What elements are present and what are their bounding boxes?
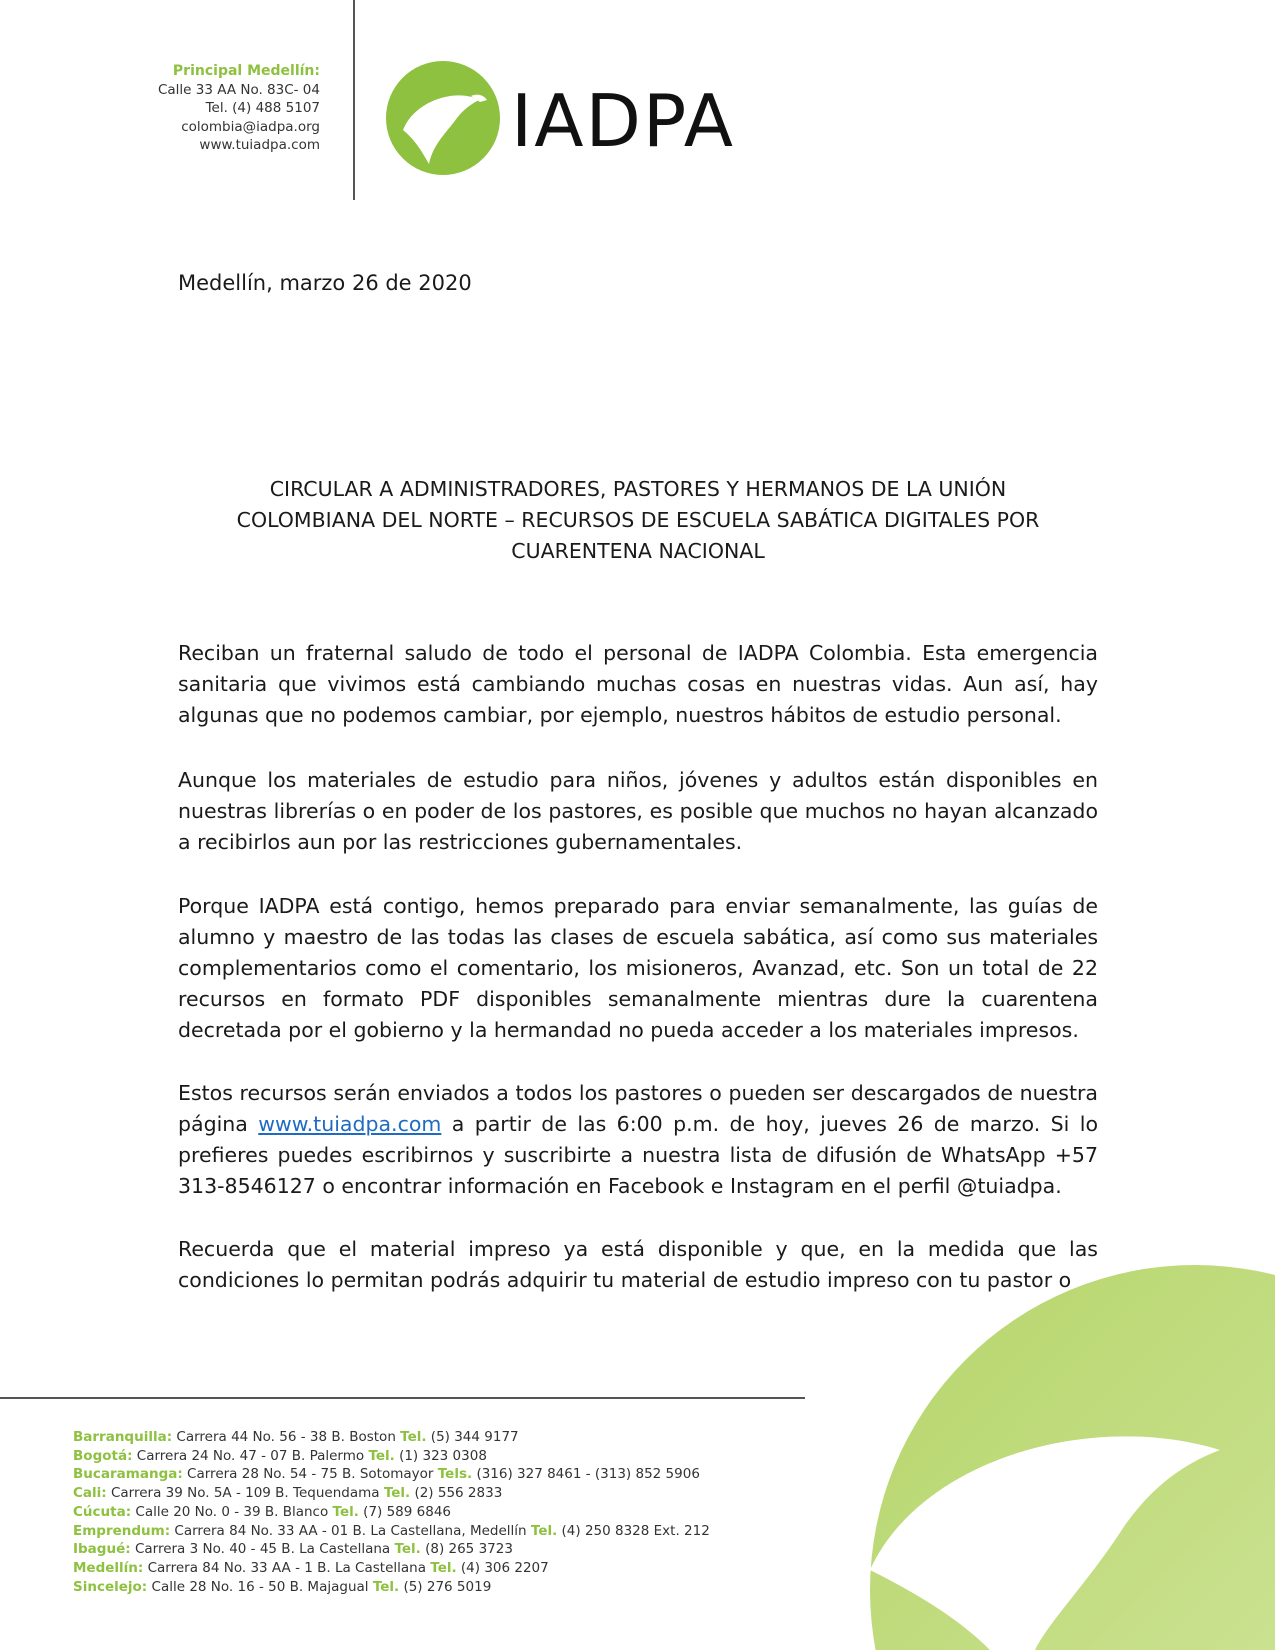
- office-tel-label: Tel.: [400, 1429, 427, 1445]
- office-city: Bogotá:: [73, 1447, 133, 1464]
- hq-title: Principal Medellín:: [172, 63, 320, 79]
- office-city: Ibagué:: [73, 1541, 131, 1558]
- office-address: Calle 28 No. 16 - 50 B. Majagual: [151, 1578, 369, 1595]
- download-text-after: a partir de las 6:00 p.m. de hoy, jueves 26 de marzo. Si lo prefieres puedes escribirnos y suscribirte a nuestra lista de difusión de WhatsApp +57 313-8546127 o encontrar información en Facebook e Instagram en el perfil @tuiadpa.: [178, 1112, 1098, 1198]
- office-address: Carrera 24 No. 47 - 07 B. Palermo: [136, 1447, 365, 1464]
- office-address: Carrera 3 No. 40 - 45 B. La Castellana: [134, 1541, 391, 1558]
- office-item: [73, 1522, 710, 1541]
- office-city: Medellín:: [73, 1559, 144, 1576]
- office-address: Carrera 28 No. 54 - 75 B. Sotomayor: [187, 1466, 434, 1483]
- office-city: Cúcuta:: [73, 1503, 132, 1520]
- office-tel-label: Tel.: [530, 1522, 558, 1539]
- hq-email: colombia@iadpa.org: [181, 118, 320, 135]
- office-city: Barranquilla:: [73, 1429, 173, 1445]
- paragraph-greeting: Reciban un fraternal saludo de todo el personal de IADPA Colombia. Esta emergencia sanitaria que vivimos está cambiando muchas cosas en nuestras vidas. Aun así, hay algunas que no podemos cambiar, por ejemplo, nuestros hábitos de estudio personal.: [178, 641, 1098, 727]
- header-divider: [353, 0, 355, 200]
- title-line: CUARENTENA NACIONAL: [511, 539, 765, 563]
- office-tel-label: Tel.: [394, 1541, 421, 1558]
- paragraph-printed-material: Recuerda que el material impreso ya está disponible y que, en la medida que las condiciones lo permitan podrás adquirir tu material de estudio impreso con tu pastor o: [178, 1237, 1098, 1292]
- hq-phone: Tel. (4) 488 5107: [205, 100, 320, 116]
- letter-title: [178, 474, 1098, 567]
- office-item: [73, 1484, 710, 1503]
- office-address: Carrera 39 No. 5A - 109 B. Tequendama: [110, 1485, 380, 1502]
- office-tel: (5) 276 5019: [403, 1578, 492, 1595]
- title-line: CIRCULAR A ADMINISTRADORES, PASTORES Y HERMANOS DE LA UNIÓN: [269, 477, 1007, 501]
- office-city: Bucaramanga:: [73, 1466, 183, 1483]
- letter-date: Medellín, marzo 26 de 2020: [178, 271, 472, 295]
- title-line: COLOMBIANA DEL NORTE – RECURSOS DE ESCUELA SABÁTICA DIGITALES POR: [236, 508, 1040, 532]
- office-address: Carrera 84 No. 33 AA - 01 B. La Castellana, Medellín: [174, 1522, 527, 1539]
- office-tel: (7) 589 6846: [363, 1503, 452, 1520]
- website-link[interactable]: www.tuiadpa.com: [258, 1112, 442, 1136]
- office-list: [73, 1428, 710, 1596]
- office-tel: (4) 306 2207: [460, 1559, 549, 1576]
- office-tel-label: Tels.: [437, 1466, 473, 1483]
- iadpa-logo: [385, 60, 765, 180]
- office-item: [73, 1428, 710, 1447]
- office-tel: (1) 323 0308: [399, 1447, 487, 1464]
- office-tel: (4) 250 8328 Ext. 212: [561, 1522, 710, 1539]
- paragraph-resources: Porque IADPA está contigo, hemos preparado para enviar semanalmente, las guías de alumno y maestro de las todas las clases de escuela sabática, así como sus materiales complementarios como el comentario, los misioneros, Avanzad, etc. Son un total de 22 recursos en formato PDF disponibles semanalmente mientras dure la cuarentena decretada por el gobierno y la hermandad no pueda acceder a los materiales impresos.: [178, 894, 1098, 1042]
- logo-wordmark: IADPA: [511, 79, 735, 163]
- office-tel: (2) 556 2833: [414, 1485, 503, 1502]
- hq-address: Calle 33 AA No. 83C- 04: [157, 81, 320, 98]
- paragraph-download: [178, 1078, 1098, 1202]
- hq-web: www.tuiadpa.com: [199, 137, 320, 153]
- office-tel-label: Tel.: [383, 1485, 411, 1502]
- office-city: Cali:: [73, 1485, 107, 1502]
- office-tel: (5) 344 9177: [430, 1429, 519, 1445]
- paragraph-materials: Aunque los materiales de estudio para niños, jóvenes y adultos están disponibles en nuestras librerías o en poder de los pastores, es posible que muchos no hayan alcanzado a recibirlos aun por las restricciones gubernamentales.: [178, 768, 1098, 854]
- office-item: [73, 1578, 710, 1597]
- office-tel-label: Tel.: [332, 1503, 359, 1520]
- decorative-dove-graphic: [850, 1260, 1275, 1650]
- office-tel-label: Tel.: [372, 1578, 400, 1595]
- office-address: Carrera 84 No. 33 AA - 1 B. La Castellana: [147, 1559, 426, 1576]
- office-city: Sincelejo:: [73, 1578, 148, 1595]
- office-item: [73, 1540, 710, 1559]
- office-tel: (8) 265 3723: [425, 1541, 513, 1558]
- footer-divider: [0, 1397, 805, 1399]
- office-tel-label: Tel.: [430, 1559, 457, 1576]
- office-address: Calle 20 No. 0 - 39 B. Blanco: [135, 1503, 329, 1520]
- office-item: [73, 1503, 710, 1522]
- office-tel-label: Tel.: [368, 1447, 395, 1464]
- office-city: Emprendum:: [73, 1522, 171, 1539]
- office-tel: (316) 327 8461 - (313) 852 5906: [476, 1466, 700, 1483]
- headquarters-info: [158, 62, 320, 155]
- office-item: [73, 1465, 710, 1484]
- office-address: Carrera 44 No. 56 - 38 B. Boston: [176, 1429, 396, 1445]
- office-item: [73, 1559, 710, 1578]
- office-item: [73, 1447, 710, 1466]
- download-text-before: Estos recursos serán enviados a todos los pastores o pueden ser descargados de nuestra página: [178, 1081, 1098, 1136]
